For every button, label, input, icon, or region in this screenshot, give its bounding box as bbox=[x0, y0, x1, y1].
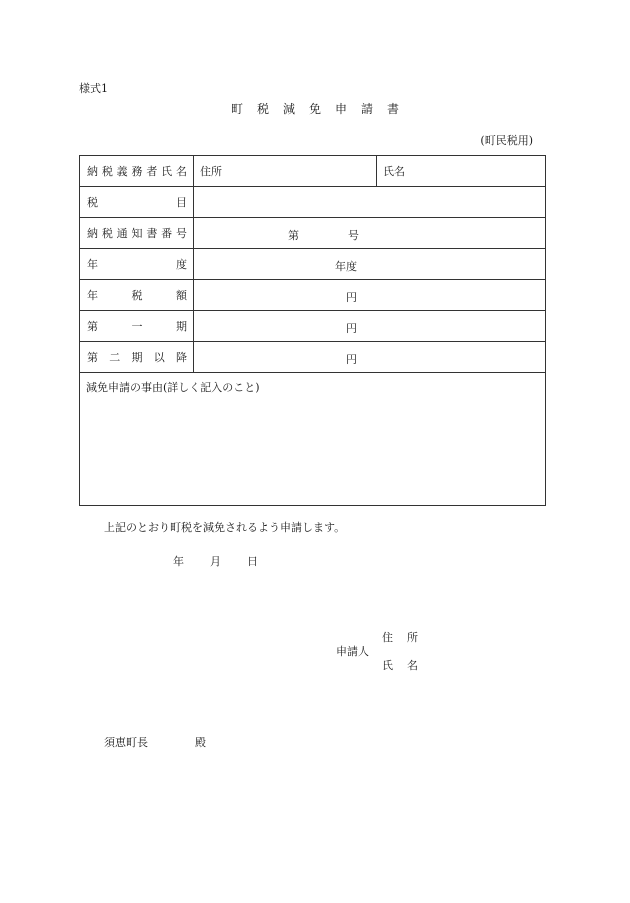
name-label: 氏名 bbox=[383, 165, 405, 178]
document-subtitle: (町民税用) bbox=[480, 134, 533, 147]
taxpayer-label-cell bbox=[80, 156, 194, 187]
application-table bbox=[79, 155, 546, 506]
annual-tax-label: 年 税 額 bbox=[87, 289, 187, 302]
table-row-annual-tax bbox=[80, 280, 546, 311]
notice-go: 号 bbox=[348, 229, 359, 242]
application-statement: 上記のとおり町税を減免されるよう申請します。 bbox=[104, 521, 346, 534]
date-year: 年 bbox=[173, 555, 184, 568]
taxpayer-label: 納 税 義 務 者 氏 名 bbox=[87, 165, 187, 178]
annual-tax-value-cell[interactable] bbox=[194, 280, 546, 311]
year-label-cell bbox=[80, 249, 194, 280]
first-period-label-cell bbox=[80, 311, 194, 342]
second-period-label: 第 二 期 以 降 bbox=[87, 351, 187, 364]
notice-label: 納 税 通 知 書 番 号 bbox=[87, 227, 187, 240]
annual-tax-unit: 円 bbox=[346, 291, 357, 304]
table-row-second-period bbox=[80, 342, 546, 373]
second-period-label-cell bbox=[80, 342, 194, 373]
addressee-honorific: 殿 bbox=[195, 736, 206, 749]
address-cell[interactable] bbox=[194, 156, 377, 187]
notice-value-cell[interactable] bbox=[194, 218, 546, 249]
first-period-label: 第 一 期 bbox=[87, 320, 187, 333]
second-period-value-cell[interactable] bbox=[194, 342, 546, 373]
date-day: 日 bbox=[247, 555, 258, 568]
annual-tax-label-cell bbox=[80, 280, 194, 311]
first-period-unit: 円 bbox=[346, 322, 357, 335]
notice-label-cell bbox=[80, 218, 194, 249]
table-row-notice-number bbox=[80, 218, 546, 249]
year-label: 年 度 bbox=[87, 258, 187, 271]
name-cell[interactable] bbox=[377, 156, 546, 187]
year-value-cell[interactable] bbox=[194, 249, 546, 280]
reason-label: 減免申請の事由(詳しく記入のこと) bbox=[86, 381, 260, 394]
second-period-unit: 円 bbox=[346, 353, 357, 366]
table-row-reason bbox=[80, 373, 546, 506]
date-month: 月 bbox=[210, 555, 221, 568]
document-title: 町税減免申請書 bbox=[230, 102, 413, 116]
table-row-year bbox=[80, 249, 546, 280]
table-row-first-period bbox=[80, 311, 546, 342]
application-date[interactable] bbox=[173, 556, 258, 567]
notice-dai: 第 bbox=[288, 229, 299, 242]
reason-cell[interactable] bbox=[80, 373, 546, 506]
table-row-taxpayer bbox=[80, 156, 546, 187]
tax-item-value-cell[interactable] bbox=[194, 187, 546, 218]
address-label: 住所 bbox=[200, 165, 222, 178]
applicant-address-label: 住所 bbox=[382, 631, 432, 644]
first-period-value-cell[interactable] bbox=[194, 311, 546, 342]
year-suffix: 年度 bbox=[335, 260, 357, 273]
tax-item-label: 税 目 bbox=[87, 196, 187, 209]
applicant-label: 申請人 bbox=[336, 645, 369, 658]
form-number-label: 様式1 bbox=[79, 82, 108, 95]
tax-item-label-cell bbox=[80, 187, 194, 218]
table-row-tax-item bbox=[80, 187, 546, 218]
applicant-name-label: 氏名 bbox=[382, 659, 432, 672]
addressee-mayor: 須恵町長 bbox=[104, 736, 148, 749]
